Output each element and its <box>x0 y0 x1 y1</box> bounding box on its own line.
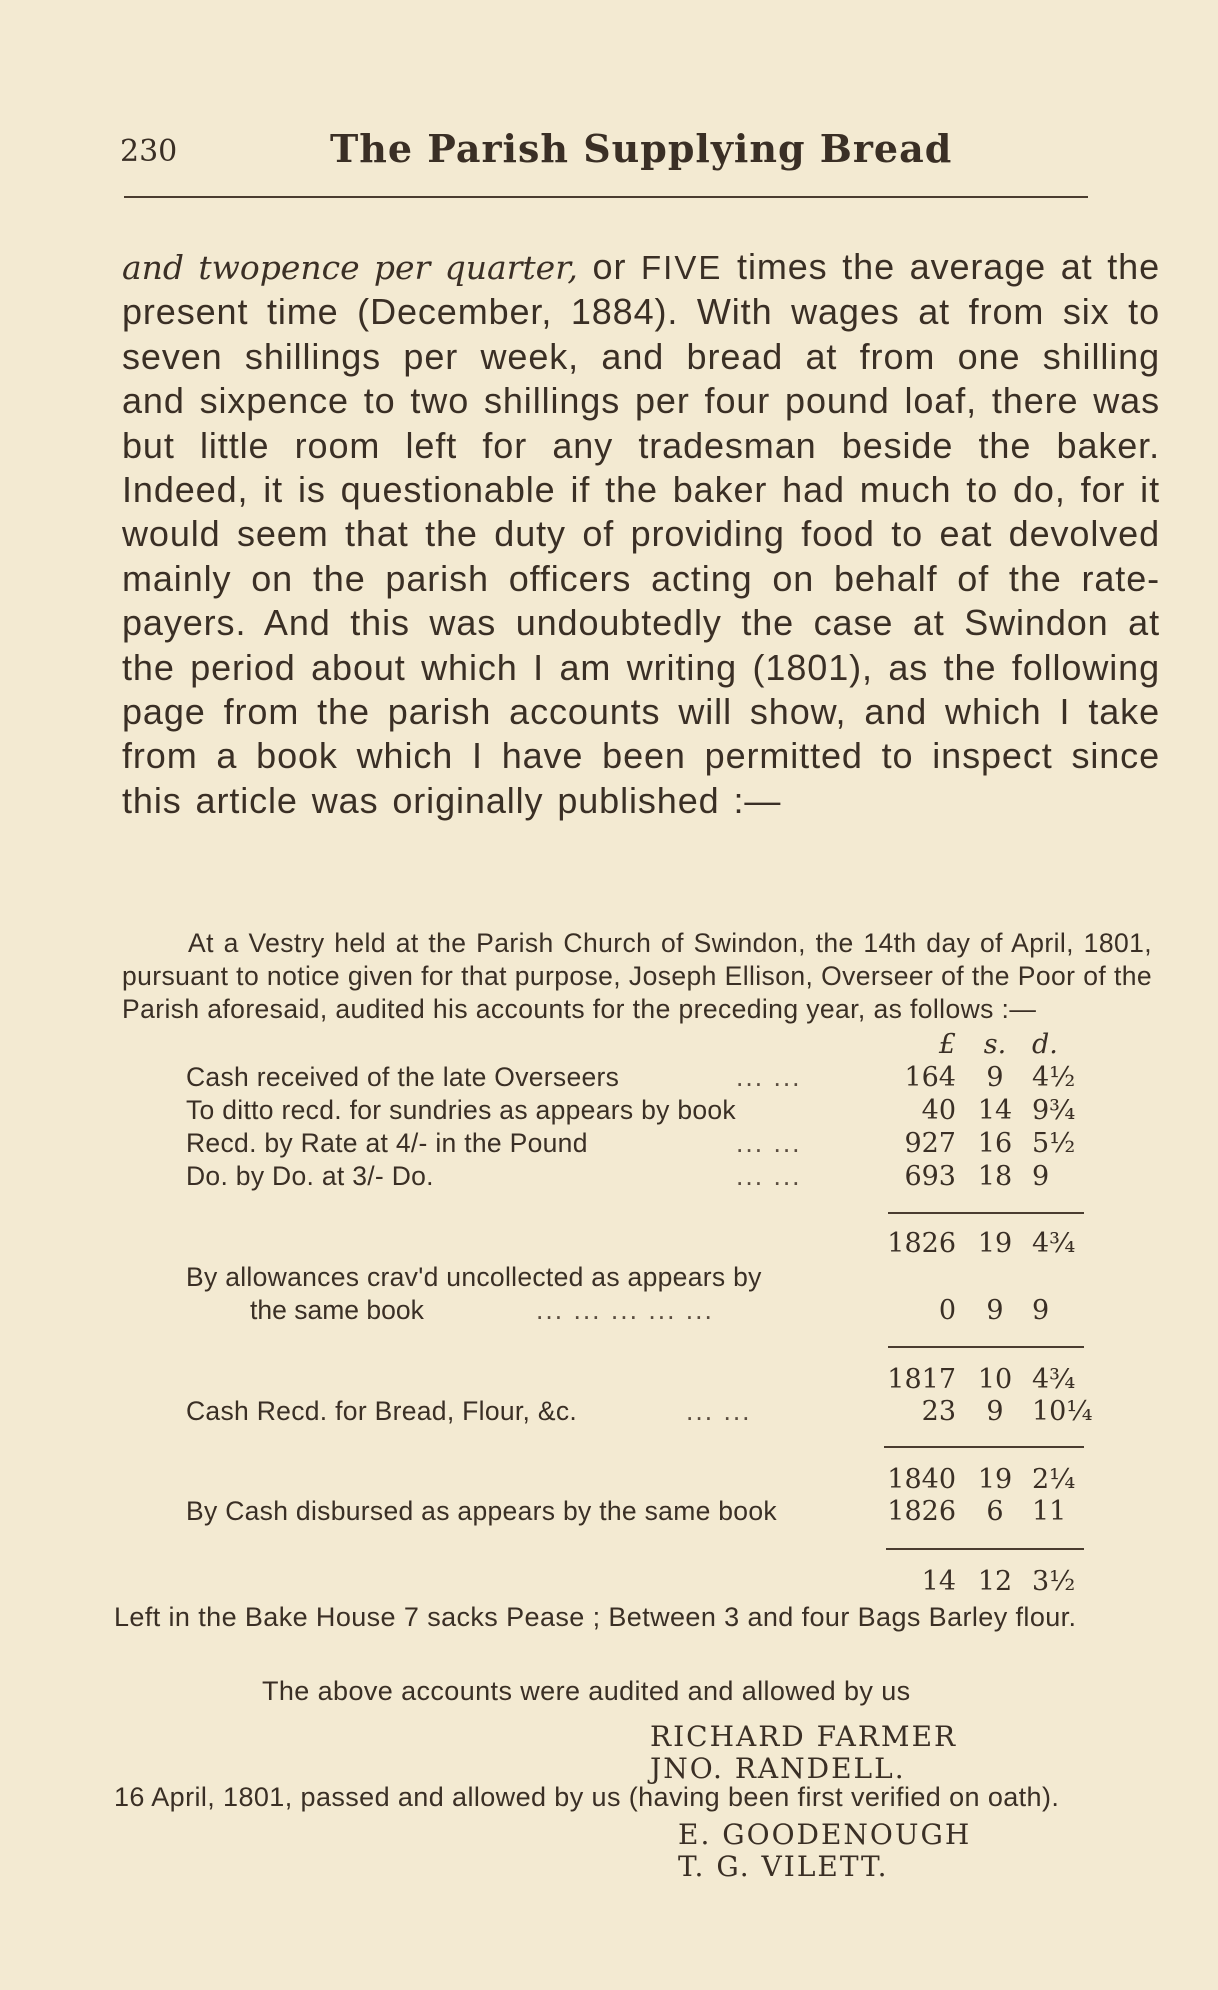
leader-dots: ... ... <box>736 1161 802 1191</box>
pounds-value: 0 <box>938 1295 956 1326</box>
leader-dots: ... ... <box>686 1396 752 1426</box>
connector-text: or <box>577 246 642 287</box>
ledger-description: To ditto recd. for sundries as appears by book <box>186 1095 736 1125</box>
pence-value: 11 <box>1032 1496 1067 1527</box>
pence-value: 5½ <box>1032 1128 1076 1159</box>
running-title: The Parish Supplying Bread <box>330 126 953 171</box>
ledger-column-heads <box>0 1029 1218 1063</box>
ledger-description: Cash received of the late Overseers <box>186 1062 620 1092</box>
paragraph-text: times the average at the present time (December, 1884). With wages at from six to seven shillings per week, and bread at from one shilling and sixpence to two shillings per four pound loaf, there was but little room left for any tradesman beside the baker. Indeed, it is questionable if the baker had much to do, for it would seem that the duty of providing food to eat devolved mainly on the parish officers acting on behalf of the rate-payers. And this was undoubtedly the case at Swindon at the period about which I am writing (1801), as the following page from the parish accounts will show, and which I take from a book which I have been permitted to inspect since this article was originally published :— <box>122 246 1160 821</box>
pounds-value: 164 <box>904 1062 956 1093</box>
pence-value: 3½ <box>1032 1566 1076 1597</box>
pounds-value: 1826 <box>887 1496 956 1527</box>
leader-dots: ... ... <box>736 1062 802 1092</box>
pence-value: 9¾ <box>1032 1095 1076 1126</box>
italic-lead: and twopence per quarter, <box>122 248 578 287</box>
ledger-row <box>0 1295 1218 1329</box>
ledger-row <box>0 1095 1218 1129</box>
ledger-row <box>0 1262 1218 1296</box>
page-number: 230 <box>120 134 178 169</box>
shillings-value: 12 <box>977 1566 1013 1597</box>
pence-value: 4¾ <box>1032 1228 1076 1259</box>
header-rule <box>124 196 1088 198</box>
vestry-minute <box>122 927 1152 1026</box>
sum-rule <box>888 1346 1084 1348</box>
pounds-value: 14 <box>921 1566 956 1597</box>
ledger-row <box>0 1128 1218 1162</box>
pounds-value: 927 <box>904 1128 956 1159</box>
shillings-value: 10 <box>977 1364 1013 1395</box>
signature-randell: JNO. RANDELL. <box>650 1752 906 1785</box>
ledger-row <box>0 1496 1218 1530</box>
ledger-description: Do. by Do. at 3/- Do. <box>186 1161 434 1191</box>
emphasis-caps: FIVE <box>641 249 723 286</box>
shillings-value: 6 <box>986 1496 1004 1527</box>
pounds-value: 1826 <box>887 1228 956 1259</box>
pence-value: 10¼ <box>1032 1396 1093 1427</box>
ledger-description: the same book <box>250 1295 424 1325</box>
body-paragraph <box>122 245 1160 823</box>
pence-value: 2¼ <box>1032 1464 1076 1495</box>
signature-goodenough: E. GOODENOUGH <box>678 1818 972 1851</box>
ledger-row <box>0 1062 1218 1096</box>
shillings-value: 19 <box>977 1228 1013 1259</box>
sum-rule <box>888 1212 1084 1214</box>
balance-row <box>0 1566 1218 1600</box>
subtotal-row <box>0 1464 1218 1498</box>
pence-value: 9 <box>1032 1161 1050 1192</box>
pounds-value: 1840 <box>887 1464 956 1495</box>
subtotal-row <box>0 1364 1218 1398</box>
ledger-description: By Cash disbursed as appears by the same book <box>186 1496 777 1526</box>
signature-farmer: RICHARD FARMER <box>650 1720 958 1753</box>
shillings-value: 9 <box>986 1295 1004 1326</box>
pence-value: 9 <box>1032 1295 1050 1326</box>
ledger-description: Recd. by Rate at 4/- in the Pound <box>186 1128 588 1158</box>
ledger-description: Cash Recd. for Bread, Flour, &c. <box>186 1396 578 1426</box>
leader-dots: ... ... ... ... ... <box>536 1295 714 1325</box>
vestry-text: At a Vestry held at the Parish Church of Swindon, the 14th day of April, 1801, pursuant to notice given for that purpose, Joseph Ellison, Overseer of the Poor of the Parish aforesaid, audited his accounts for the preceding year, as follows :— <box>122 928 1152 1024</box>
page-header <box>120 126 1080 176</box>
pence-heading: d. <box>1032 1029 1058 1060</box>
ledger-row <box>0 1161 1218 1195</box>
ledger-row <box>0 1396 1218 1430</box>
passed-note: 16 April, 1801, passed and allowed by us (having been first verified on oath). <box>114 1782 1060 1812</box>
sum-rule <box>884 1446 1084 1448</box>
pounds-value: 40 <box>921 1095 956 1126</box>
shillings-value: 14 <box>977 1095 1013 1126</box>
pounds-value: 1817 <box>887 1364 956 1395</box>
leader-dots: ... ... <box>736 1128 802 1158</box>
shillings-value: 16 <box>977 1128 1013 1159</box>
shillings-value: 9 <box>986 1062 1004 1093</box>
shillings-heading: s. <box>983 1029 1007 1060</box>
ledger-description: By allowances crav'd uncollected as appears by <box>186 1262 762 1292</box>
sum-rule <box>886 1548 1084 1550</box>
audit-statement: The above accounts were audited and allowed by us <box>262 1676 911 1706</box>
bake-house-note: Left in the Bake House 7 sacks Pease ; Between 3 and four Bags Barley flour. <box>114 1602 1077 1632</box>
subtotal-row <box>0 1228 1218 1262</box>
pounds-value: 23 <box>921 1396 956 1427</box>
shillings-value: 19 <box>977 1464 1013 1495</box>
pence-value: 4½ <box>1032 1062 1076 1093</box>
pounds-heading: £ <box>938 1029 956 1060</box>
shillings-value: 9 <box>986 1396 1004 1427</box>
pence-value: 4¾ <box>1032 1364 1076 1395</box>
signature-vilett: T. G. VILETT. <box>678 1850 889 1883</box>
shillings-value: 18 <box>977 1161 1013 1192</box>
pounds-value: 693 <box>904 1161 956 1192</box>
